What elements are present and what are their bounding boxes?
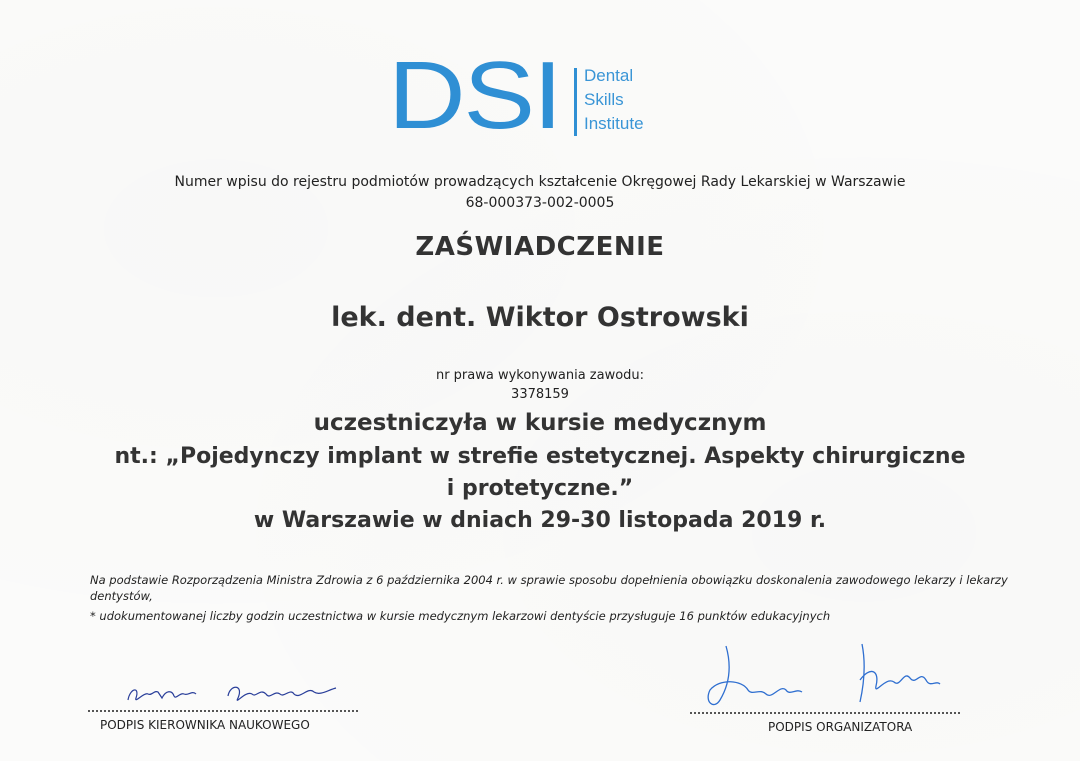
logo-word-skills: Skills <box>584 90 624 109</box>
course-topic-line2: i protetyczne.” <box>446 476 634 501</box>
certificate-title: ZAŚWIADCZENIE <box>415 232 665 262</box>
logo-divider <box>574 68 577 136</box>
logo-letters: DSI <box>388 42 561 149</box>
organizer-signature-block <box>690 640 960 740</box>
course-date-place: w Warszawie w dniach 29-30 listopada 2019 r. <box>253 508 827 533</box>
logo-word-dental: Dental <box>584 66 634 85</box>
registry-number: 68-000373-002-0005 <box>465 195 615 211</box>
logo-word-institute: Institute <box>584 114 644 133</box>
registry-text: Numer wpisu do rejestru podmiotów prowadzących kształcenie Okręgowej Rady Lekarskiej w Warszawie <box>174 174 906 190</box>
education-points: * udokumentowanej liczby godzin uczestnictwa w kursie medycznym lekarzowi dentyście przysługuje 16 punktów edukacyjnych <box>90 609 831 623</box>
organizer-caption: PODPIS ORGANIZATORA <box>768 720 913 734</box>
organizer-signature <box>690 640 960 715</box>
dsi-logo <box>388 42 698 149</box>
recipient-name: lek. dent. Wiktor Ostrowski <box>331 302 749 333</box>
legal-basis: Na podstawie Rozporządzenia Ministra Zdrowia z 6 października 2004 r. w sprawie sposobu dopełnienia obowiązku doskonalenia zawodowego lekarzy i lekarzy dentystów, <box>90 573 1008 603</box>
license-label: nr prawa wykonywania zawodu: <box>435 368 645 383</box>
scientific-director-signature <box>88 678 358 712</box>
course-topic-line1: nt.: „Pojedynczy implant w strefie estetycznej. Aspekty chirurgiczne <box>114 444 966 469</box>
license-number: 3378159 <box>511 387 569 402</box>
course-participation: uczestniczyła w kursie medycznym <box>313 410 767 436</box>
scientific-director-caption: PODPIS KIEROWNIKA NAUKOWEGO <box>100 718 310 732</box>
signature-line-left <box>88 710 358 712</box>
scientific-director-signature-block <box>88 678 358 738</box>
signature-line-right <box>690 712 960 714</box>
logo-wordmark <box>584 64 644 136</box>
